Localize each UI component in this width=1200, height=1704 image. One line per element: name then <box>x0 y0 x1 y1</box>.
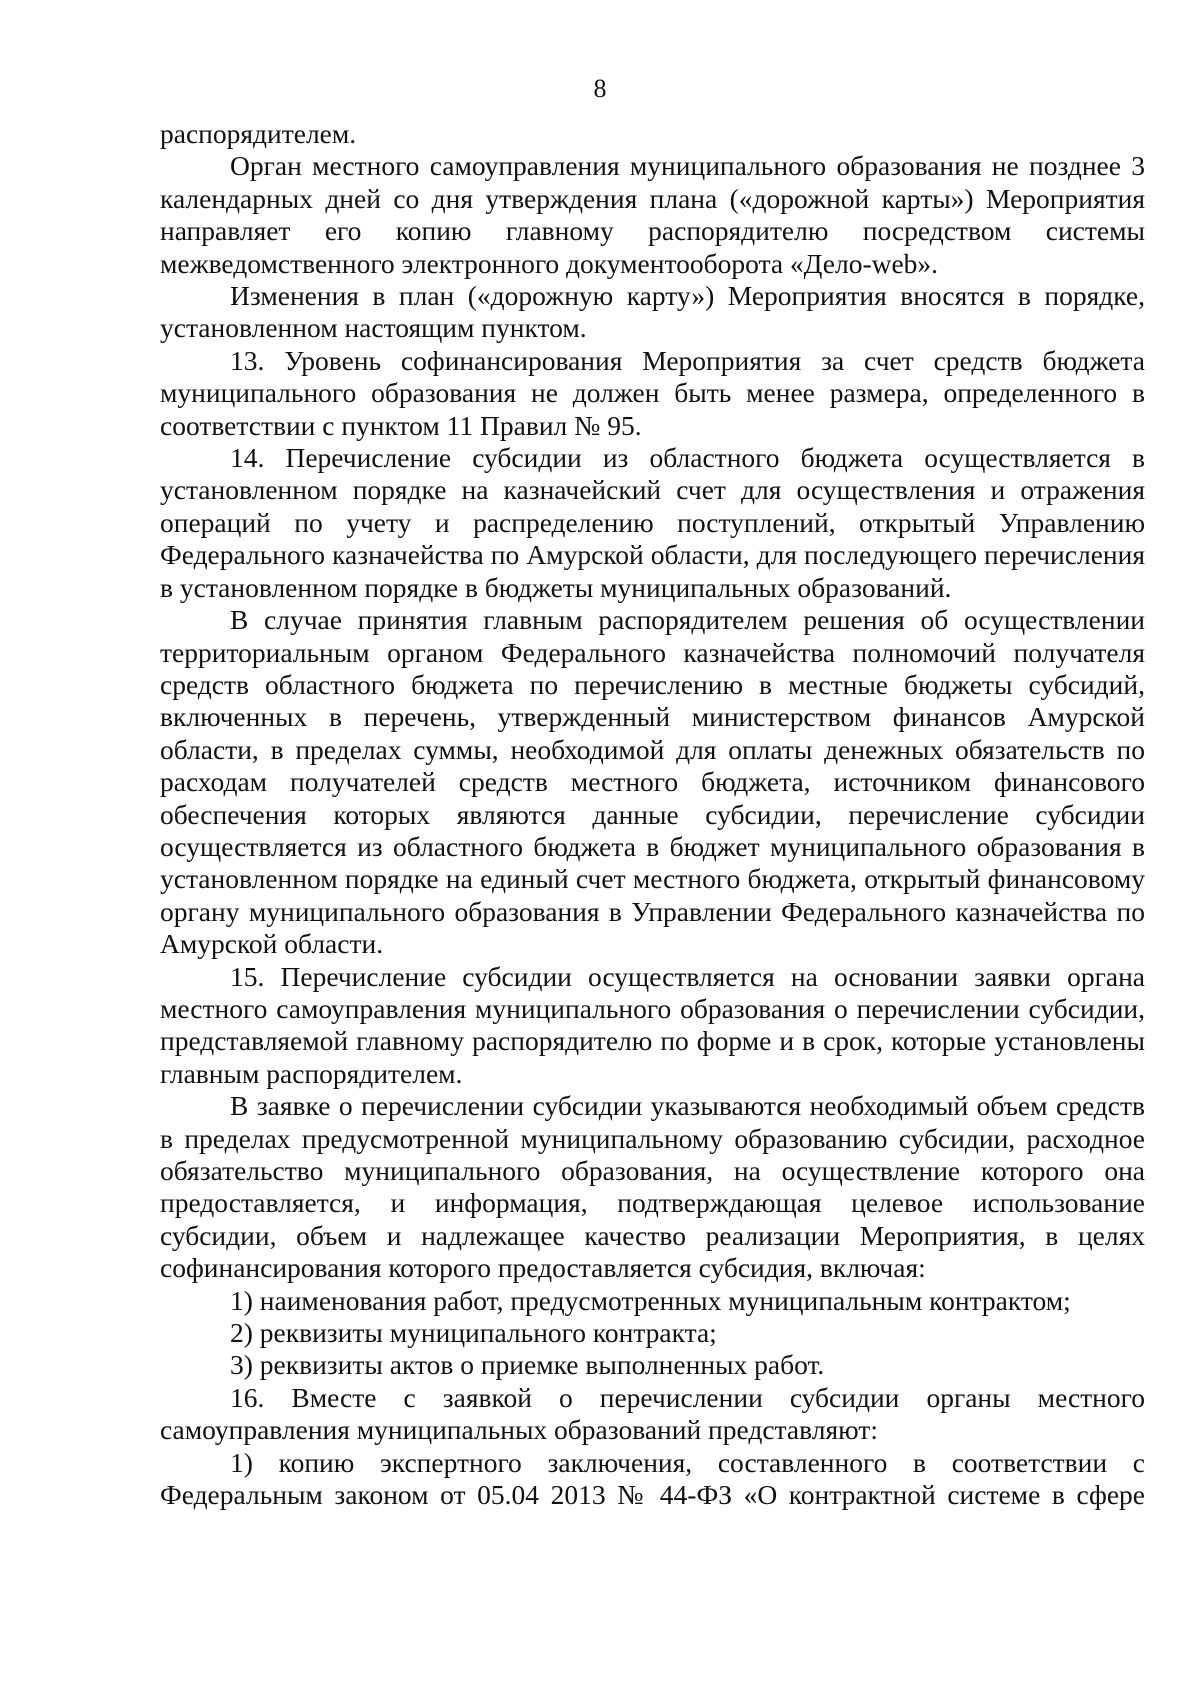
list-item: 2) реквизиты муниципального контракта; <box>230 1317 717 1349</box>
paragraph: Орган местного самоуправления муниципального образования не позднее 3 календарных дней со дня утверждения плана («дорожной карты») Мероприятия направляет его копию главному распорядителю посредством системы межведомственного электронного документооборота «Дело-web». <box>160 150 1145 279</box>
page-number: 8 <box>593 74 607 103</box>
body-text <box>160 118 1145 1511</box>
paragraph-item-14: 14. Перечисление субсидии из областного бюджета осуществляется в установленном порядке на казначейский счет для осуществления и отражения операций по учету и распределению поступлений, открытый Управлению Федерального казначейства по Амурской области, для последующего перечисления в установленном порядке в бюджеты муниципальных образований. <box>160 442 1145 603</box>
paragraph: В случае принятия главным распорядителем решения об осуществлении территориальным органом Федерального казначейства полномочий получателя средств областного бюджета по перечислению в местные бюджеты субсидий, включенных в перечень, утвержденный министерством финансов Амурской области, в пределах суммы, необходимой для оплаты денежных обязательств по расходам получателей средств местного бюджета, источником финансового обеспечения которых являются данные субсидии, перечисление субсидии осуществляется из областного бюджета в бюджет муниципального образования в установленном порядке на единый счет местного бюджета, открытый финансовому органу муниципального образования в Управлении Федерального казначейства по Амурской области. <box>160 604 1145 960</box>
list-item: 1) копию экспертного заключения, составленного в соответствии с Федеральным законом от 05.04 2013 № 44-ФЗ «О контрактной системе в сфере <box>160 1446 1145 1511</box>
list-item: 3) реквизиты актов о приемке выполненных работ. <box>230 1349 825 1381</box>
paragraph: В заявке о перечислении субсидии указываются необходимый объем средств в пределах предусмотренной муниципальному образованию субсидии, расходное обязательство муниципального образования, на осуществление которого она предоставляется, и информация, подтверждающая целевое использование субсидии, объем и надлежащее качество реализации Мероприятия, в целях софинансирования которого предоставляется субсидия, включая: <box>160 1090 1145 1284</box>
paragraph: Изменения в план («дорожную карту») Мероприятия вносятся в порядке, установленном настоящим пунктом. <box>160 280 1145 344</box>
paragraph-item-13: 13. Уровень софинансирования Мероприятия за счет средств бюджета муниципального образования не должен быть менее размера, определенного в соответствии с пунктом 11 Правил № 95. <box>160 344 1145 441</box>
paragraph-item-15: 15. Перечисление субсидии осуществляется на основании заявки органа местного самоуправления муниципального образования о перечислении субсидии, представляемой главному распорядителю по форме и в срок, которые установлены главным распорядителем. <box>160 960 1145 1089</box>
paragraph: распорядителем. <box>160 118 357 149</box>
list-item: 1) наименования работ, предусмотренных муниципальным контрактом; <box>230 1284 1071 1316</box>
paragraph-item-16: 16. Вместе с заявкой о перечислении субсидии органы местного самоуправления муниципальных образований представляют: <box>160 1381 1145 1446</box>
